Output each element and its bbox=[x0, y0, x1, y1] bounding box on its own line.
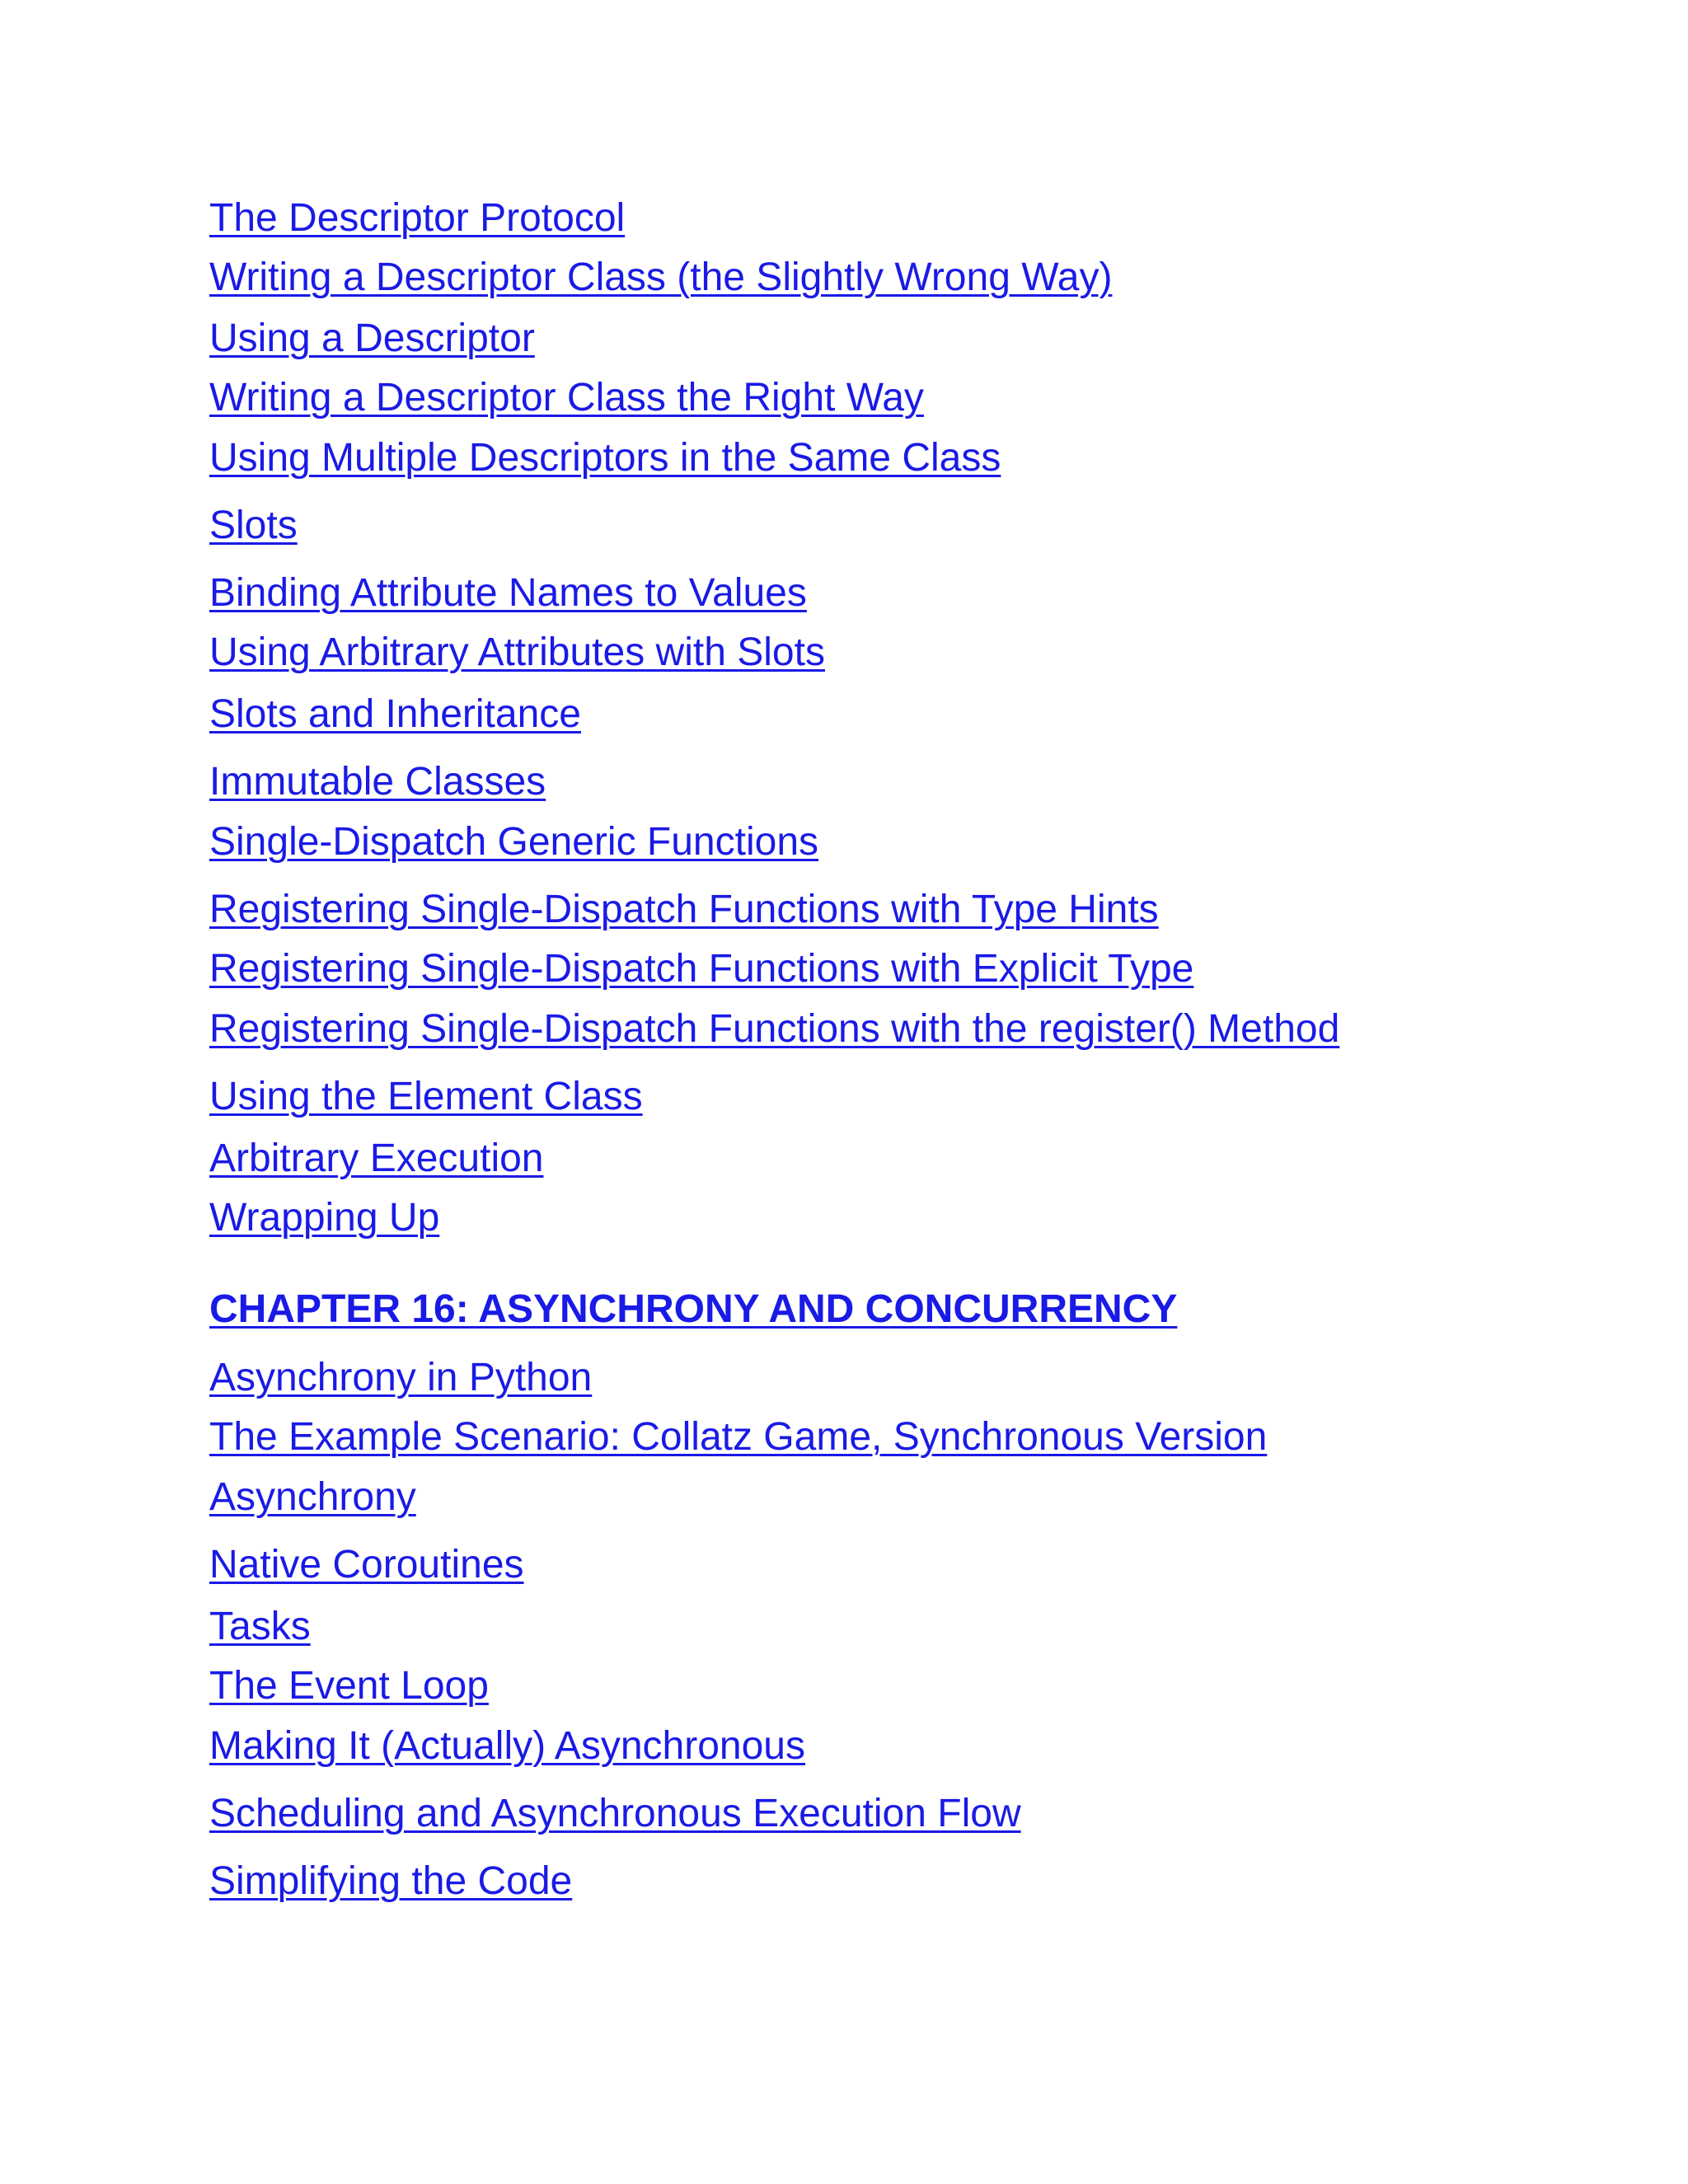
toc-link-single-dispatch-register-method[interactable]: Registering Single-Dispatch Functions with the register() Method bbox=[209, 1007, 1340, 1051]
toc-link-arbitrary-attributes-slots[interactable]: Using Arbitrary Attributes with Slots bbox=[209, 630, 825, 674]
toc-link-arbitrary-execution[interactable]: Arbitrary Execution bbox=[209, 1137, 544, 1180]
toc-link-slots-inheritance[interactable]: Slots and Inheritance bbox=[209, 692, 581, 736]
toc-link-asynchrony[interactable]: Asynchrony bbox=[209, 1475, 416, 1519]
toc-link-writing-descriptor-right-way[interactable]: Writing a Descriptor Class the Right Way bbox=[209, 376, 924, 419]
toc-link-immutable-classes[interactable]: Immutable Classes bbox=[209, 760, 546, 804]
toc-link-native-coroutines[interactable]: Native Coroutines bbox=[209, 1543, 524, 1586]
toc-link-multiple-descriptors[interactable]: Using Multiple Descriptors in the Same Class bbox=[209, 436, 1001, 480]
toc-link-asynchrony-in-python[interactable]: Asynchrony in Python bbox=[209, 1356, 593, 1399]
toc-link-tasks[interactable]: Tasks bbox=[209, 1605, 311, 1648]
toc-link-event-loop[interactable]: The Event Loop bbox=[209, 1664, 489, 1708]
toc-link-descriptor-protocol[interactable]: The Descriptor Protocol bbox=[209, 196, 626, 240]
toc-link-example-scenario-collatz[interactable]: The Example Scenario: Collatz Game, Synchronous Version bbox=[209, 1415, 1268, 1459]
toc-link-single-dispatch-type-hints[interactable]: Registering Single-Dispatch Functions with Type Hints bbox=[209, 888, 1159, 931]
toc-link-binding-attribute-names[interactable]: Binding Attribute Names to Values bbox=[209, 571, 807, 615]
toc-link-wrapping-up[interactable]: Wrapping Up bbox=[209, 1196, 440, 1240]
toc-chapter-heading[interactable]: CHAPTER 16: ASYNCHRONY AND CONCURRENCY bbox=[209, 1287, 1178, 1331]
toc-link-slots[interactable]: Slots bbox=[209, 504, 298, 547]
toc-link-writing-descriptor-wrong-way[interactable]: Writing a Descriptor Class (the Slightly Wrong Way) bbox=[209, 255, 1113, 299]
toc-link-using-descriptor[interactable]: Using a Descriptor bbox=[209, 316, 535, 360]
toc-link-single-dispatch-generic[interactable]: Single-Dispatch Generic Functions bbox=[209, 820, 819, 864]
toc-link-using-element-class[interactable]: Using the Element Class bbox=[209, 1075, 643, 1118]
toc-link-single-dispatch-explicit-type[interactable]: Registering Single-Dispatch Functions with Explicit Type bbox=[209, 947, 1194, 991]
toc-link-simplifying-code[interactable]: Simplifying the Code bbox=[209, 1859, 573, 1903]
toc-link-scheduling-execution-flow[interactable]: Scheduling and Asynchronous Execution Flow bbox=[209, 1792, 1021, 1835]
toc-link-making-it-asynchronous[interactable]: Making It (Actually) Asynchronous bbox=[209, 1724, 805, 1768]
